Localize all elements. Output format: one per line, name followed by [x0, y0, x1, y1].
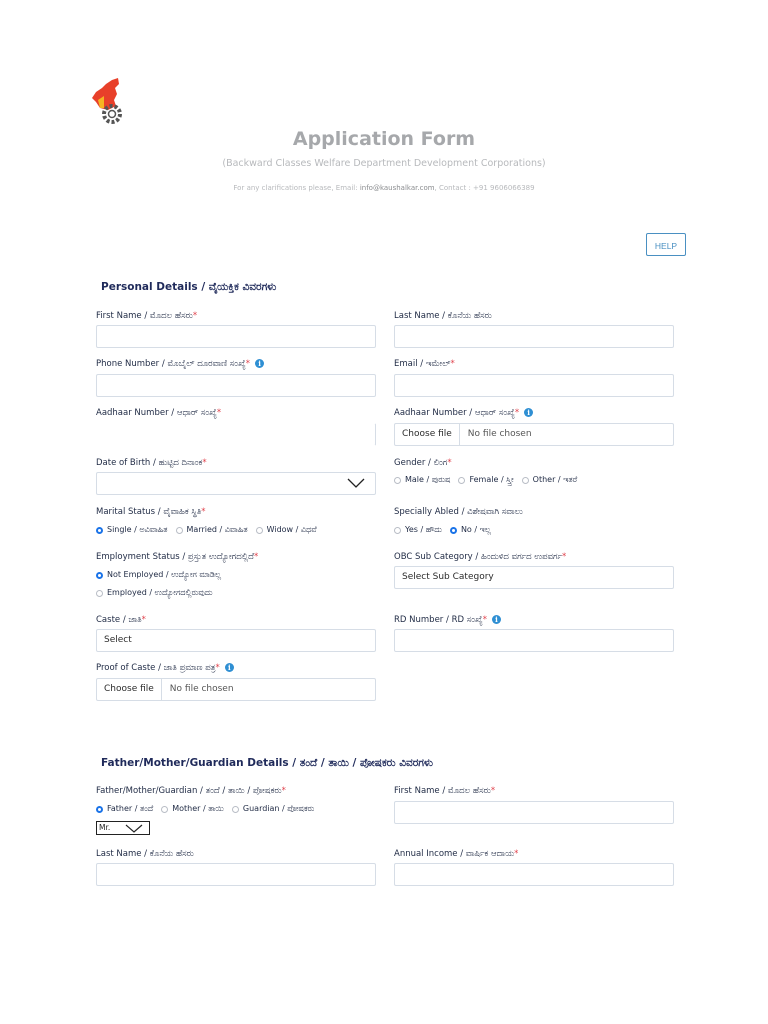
- abled-radio-group: [394, 525, 499, 535]
- obc-sub-category-select[interactable]: Select Sub Category: [394, 566, 674, 589]
- karnataka-logo-icon: [90, 78, 124, 126]
- choose-file-button[interactable]: Choose file: [395, 424, 460, 445]
- email-label: Email / ಇಮೇಲ್*: [394, 359, 455, 369]
- aadhaar-file-label: Aadhaar Number / ಆಧಾರ್ ಸಂಖ್ಯೆ* i: [394, 408, 533, 418]
- contact-email-link[interactable]: info@kaushalkar.com: [359, 184, 435, 192]
- aadhaar-label: Aadhaar Number / ಆಧಾರ್ ಸಂಖ್ಯೆ*: [96, 408, 222, 418]
- last-name-input[interactable]: [394, 325, 674, 348]
- gender-radio-group: [394, 475, 585, 485]
- email-input[interactable]: [394, 374, 674, 397]
- info-icon[interactable]: i: [524, 408, 533, 417]
- aadhaar-input[interactable]: [96, 423, 376, 446]
- guardian-first-name-input[interactable]: [394, 801, 674, 824]
- personal-details-heading: Personal Details / ವೈಯಕ್ತಿಕ ವಿವರಗಳು: [101, 281, 277, 293]
- page-subtitle: (Backward Classes Welfare Department Development Corporations): [222, 158, 546, 169]
- guardian-relation-label: Father/Mother/Guardian / ತಂದೆ / ತಾಯಿ / ಪೋಷಕರು*: [96, 786, 286, 796]
- chevron-down-icon: [347, 478, 365, 489]
- gender-label: Gender / ಲಿಂಗ*: [394, 458, 452, 468]
- first-name-input[interactable]: [96, 325, 376, 348]
- chevron-down-icon: [125, 824, 143, 833]
- dob-label: Date of Birth / ಹುಟ್ಟಿದ ದಿನಾಂಕ*: [96, 458, 207, 468]
- rd-number-label: RD Number / RD ಸಂಖ್ಯೆ* i: [394, 615, 501, 625]
- annual-income-input[interactable]: [394, 863, 674, 886]
- info-icon[interactable]: i: [225, 663, 234, 672]
- relation-mother-radio[interactable]: Mother / ತಾಯಿ: [161, 804, 224, 814]
- contact-info: [0, 184, 768, 192]
- contact-prefix: For any clarifications please, Email:: [233, 184, 358, 192]
- marital-married-radio[interactable]: Married / ವಿವಾಹಿತ: [176, 525, 248, 535]
- salutation-value: Mr.: [99, 823, 111, 832]
- proof-of-caste-file-input[interactable]: [96, 678, 376, 701]
- guardian-relation-radio-group: [96, 804, 322, 814]
- caste-label: Caste / ಜಾತಿ*: [96, 615, 146, 625]
- phone-input[interactable]: [96, 374, 376, 397]
- salutation-select[interactable]: [96, 821, 150, 835]
- marital-widow-radio[interactable]: Widow / ವಿಧವೆ: [256, 525, 317, 535]
- caste-select[interactable]: Select: [96, 629, 376, 652]
- obc-label: OBC Sub Category / ಹಿಂದುಳಿದ ವರ್ಗದ ಉಪವರ್ಗ*: [394, 552, 567, 562]
- info-icon[interactable]: i: [255, 359, 264, 368]
- annual-income-label: Annual Income / ವಾರ್ಷಿಕ ಆದಾಯ*: [394, 849, 519, 859]
- phone-label: Phone Number / ಮೊಬೈಲ್ ದೂರವಾಣಿ ಸಂಖ್ಯೆ* i: [96, 359, 264, 369]
- guardian-last-name-input[interactable]: [96, 863, 376, 886]
- aadhaar-file-input[interactable]: [394, 423, 674, 446]
- guardian-last-name-label: Last Name / ಕೊನೆಯ ಹೆಸರು: [96, 849, 194, 859]
- last-name-label: Last Name / ಕೊನೆಯ ಹೆಸರು: [394, 311, 492, 321]
- abled-yes-radio[interactable]: Yes / ಹೌದು: [394, 525, 442, 535]
- marital-single-radio[interactable]: Single / ಅವಿವಾಹಿತ: [96, 525, 168, 535]
- abled-no-radio[interactable]: No / ಇಲ್ಲ: [450, 525, 491, 535]
- help-button[interactable]: HELP: [646, 233, 686, 256]
- rd-number-input[interactable]: [394, 629, 674, 652]
- relation-guardian-radio[interactable]: Guardian / ಪೋಷಕರು: [232, 804, 314, 814]
- abled-label: Specially Abled / ವಿಶೇಷವಾಗಿ ಸವಾಲು: [394, 507, 523, 517]
- gender-male-radio[interactable]: Male / ಪುರುಷ: [394, 475, 450, 485]
- page-title: Application Form: [292, 128, 476, 150]
- contact-phone: , Contact : +91 9606066389: [434, 184, 535, 192]
- relation-father-radio[interactable]: Father / ತಂದೆ: [96, 804, 153, 814]
- gender-other-radio[interactable]: Other / ಇತರೆ: [522, 475, 578, 485]
- employment-employed-radio[interactable]: Employed / ಉದ್ಯೋಗದಲ್ಲಿರುವುದು: [96, 588, 213, 598]
- marital-radio-group: [96, 525, 325, 535]
- guardian-details-heading: Father/Mother/Guardian Details / ತಂದೆ / ತಾಯಿ / ಪೋಷಕರು ವಿವರಗಳು: [101, 757, 434, 769]
- file-status: No file chosen: [467, 429, 532, 439]
- guardian-first-name-label: First Name / ಮೊದಲ ಹೆಸರು*: [394, 786, 496, 796]
- employment-label: Employment Status / ಪ್ರಸ್ತುತ ಉದ್ಯೋಗದಲ್ಲಿದೆ*: [96, 552, 259, 562]
- dob-select[interactable]: [96, 472, 376, 495]
- marital-label: Marital Status / ವೈವಾಹಿಕ ಸ್ಥಿತಿ*: [96, 507, 206, 517]
- employment-not-employed-radio[interactable]: Not Employed / ಉದ್ಯೋಗ ಮಾಡಿಲ್ಲ: [96, 570, 221, 580]
- info-icon[interactable]: i: [492, 615, 501, 624]
- choose-file-button[interactable]: Choose file: [97, 679, 162, 700]
- file-status: No file chosen: [169, 684, 234, 694]
- first-name-label: First Name / ಮೊದಲ ಹೆಸರು*: [96, 311, 198, 321]
- gender-female-radio[interactable]: Female / ಸ್ತ್ರೀ: [458, 475, 513, 485]
- proof-of-caste-label: Proof of Caste / ಜಾತಿ ಪ್ರಮಾಣ ಪತ್ರ* i: [96, 663, 234, 673]
